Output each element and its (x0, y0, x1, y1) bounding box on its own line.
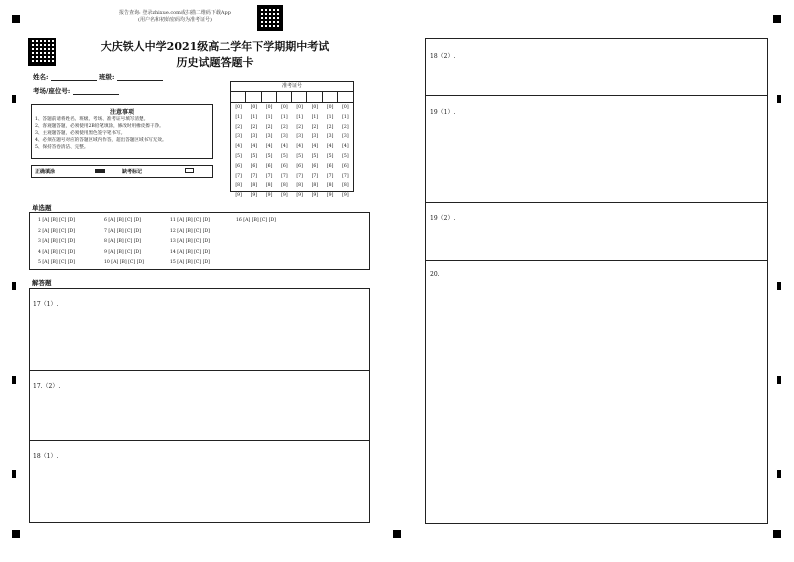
exam-id-bubble[interactable]: [8] (281, 183, 288, 189)
corner-mark-br (773, 530, 781, 538)
exam-id-bubble[interactable]: [6] (311, 163, 319, 169)
question-17-2-label: 17.（2）. (33, 383, 61, 390)
exam-id-bubble[interactable]: [3] (342, 134, 349, 140)
exam-id-bubble[interactable]: [4] (326, 144, 334, 150)
exam-id-bubble[interactable]: [6] (235, 163, 242, 169)
missing-mark-label: 缺考标记 (122, 169, 143, 175)
exam-id-bubble[interactable]: [6] (296, 163, 303, 169)
title-line2: 历史试题答题卡 (176, 56, 254, 69)
exam-id-bubble[interactable]: [9] (235, 193, 242, 199)
exam-id-bubble[interactable]: [7] (281, 173, 288, 179)
exam-id-bubble[interactable]: [2] (296, 124, 303, 130)
exam-id-bubble[interactable]: [8] (296, 183, 303, 189)
exam-id-bubble[interactable]: [5] (296, 153, 303, 159)
mcq-heading: 单选题 (32, 204, 52, 212)
exam-id-bubble[interactable]: [9] (311, 193, 319, 199)
notice-item: 4、必须在题号对应的答题区域内作答，超出答题区域书写无效。 (35, 138, 167, 143)
mcq-question[interactable] (236, 227, 302, 238)
exam-id-heading: 准考证号 (231, 82, 353, 92)
exam-id-bubble[interactable]: [6] (265, 163, 273, 169)
answer-area-19-2[interactable] (426, 203, 767, 261)
exam-id-bubble[interactable]: [1] (235, 114, 242, 120)
correct-fill-label: 正确填涂 (35, 169, 56, 175)
mcq-rows (38, 216, 369, 269)
corner-mark-bl (12, 530, 20, 538)
exam-id-bubble[interactable]: [9] (326, 193, 334, 199)
mcq-row (38, 216, 369, 227)
timing-mark (777, 470, 781, 478)
exam-id-bubble[interactable]: [9] (250, 193, 258, 199)
room-label: 考场/座位号: (33, 87, 71, 95)
notice-item: 1、答题前请将姓名、班级、考场、准考证号填写清楚。 (35, 117, 149, 122)
name-class-row (33, 72, 163, 81)
exam-id-bubble[interactable]: [2] (311, 124, 319, 130)
exam-id-bubble[interactable]: [1] (265, 114, 273, 120)
corner-mark-tl (12, 15, 20, 23)
class-label: 班级: (98, 73, 115, 81)
exam-id-bubble[interactable]: [3] (250, 134, 258, 140)
mcq-question[interactable]: 15 [A] [B] [C] [D] (170, 260, 210, 265)
exam-id-bubble[interactable]: [3] (311, 134, 319, 140)
mcq-question[interactable]: 14 [A] [B] [C] [D] (170, 249, 210, 255)
exam-id-bubble-grid[interactable] (231, 103, 353, 201)
notice-item: 3、主观题答题，必须使用黑色签字笔书写。 (35, 131, 126, 136)
corner-mark-tr (773, 15, 781, 23)
exam-id-bubble[interactable]: [0] (326, 105, 334, 110)
exam-id-bubble[interactable]: [7] (296, 173, 303, 179)
notice-item: 5、保持答卷清洁、完整。 (35, 145, 89, 150)
essay-area-left (29, 288, 370, 523)
qr-code-download (257, 5, 283, 31)
exam-id-bubble[interactable]: [3] (265, 134, 273, 140)
report-notice-line2: (用户名和初始密码均为准考证号) (138, 17, 212, 23)
answer-area-19-1[interactable] (426, 96, 767, 203)
room-field[interactable] (73, 87, 119, 95)
exam-id-bubble[interactable]: [7] (342, 173, 349, 179)
exam-id-bubble[interactable]: [3] (296, 134, 303, 140)
exam-id-write-row (231, 92, 353, 103)
exam-id-bubble[interactable]: [5] (326, 153, 334, 159)
exam-id-bubble[interactable]: [9] (342, 193, 349, 199)
timing-mark (12, 282, 16, 290)
name-label: 姓名: (33, 73, 49, 81)
exam-id-bubble[interactable]: [1] (281, 114, 288, 120)
mcq-row (38, 258, 369, 269)
timing-mark (777, 95, 781, 103)
exam-id-bubble[interactable]: [9] (296, 193, 303, 199)
exam-id-bubble[interactable]: [2] (342, 124, 349, 130)
exam-id-bubble[interactable]: [8] (311, 183, 319, 189)
essay-area-right (425, 38, 768, 524)
mcq-box (29, 212, 370, 270)
exam-id-bubble[interactable]: [7] (326, 173, 334, 179)
title-line1: 大庆铁人中学2021级高二学年下学期期中考试 (100, 40, 330, 53)
mcq-question[interactable]: 10 [A] [B] [C] [D] (104, 260, 144, 265)
mcq-question[interactable]: 16 [A] [B] [C] [D] (236, 218, 276, 223)
exam-id-bubble[interactable]: [0] (250, 105, 258, 110)
exam-id-bubble[interactable]: [8] (250, 183, 258, 189)
timing-mark (12, 376, 16, 384)
exam-id-bubble[interactable]: [0] (342, 105, 349, 110)
answer-area-17-1[interactable] (30, 289, 369, 371)
exam-id-bubble[interactable]: [6] (342, 163, 349, 169)
question-19-1-label: 19（1）. (430, 109, 456, 116)
notice-heading: 注意事项 (109, 109, 134, 116)
exam-id-bubble[interactable]: [3] (235, 134, 242, 140)
exam-id-bubble[interactable]: [0] (311, 105, 319, 110)
mcq-question[interactable]: 5 [A] [B] [C] [D] (38, 260, 75, 265)
name-field[interactable] (51, 73, 97, 81)
mcq-question[interactable]: 11 [A] [B] [C] [D] (170, 218, 210, 223)
exam-id-bubble[interactable]: [5] (265, 153, 273, 159)
exam-id-bubble[interactable]: [5] (250, 153, 258, 159)
exam-id-box (230, 81, 354, 199)
question-18-2-label: 18（2）. (430, 53, 456, 60)
mcq-question[interactable]: 7 [A] [B] [C] [D] (104, 228, 141, 234)
exam-id-bubble[interactable]: [8] (326, 183, 334, 189)
exam-id-bubble[interactable]: [0] (265, 105, 273, 110)
exam-id-bubble[interactable]: [9] (281, 193, 288, 199)
exam-id-bubble[interactable]: [5] (281, 153, 288, 159)
question-17-1-label: 17（1）. (33, 301, 59, 308)
mcq-question[interactable]: 3 [A] [B] [C] [D] (38, 239, 75, 244)
exam-id-bubble[interactable]: [6] (250, 163, 258, 169)
exam-id-bubble[interactable]: [0] (296, 105, 303, 110)
exam-id-bubble[interactable]: [2] (265, 124, 273, 130)
exam-id-bubble[interactable]: [7] (265, 173, 273, 179)
exam-id-bubble[interactable]: [0] (281, 105, 288, 110)
exam-id-bubble[interactable]: [8] (342, 183, 349, 189)
room-row (33, 86, 119, 95)
report-notice (100, 10, 250, 24)
answer-area-18-1[interactable] (30, 441, 369, 523)
exam-id-bubble[interactable]: [6] (326, 163, 334, 169)
exam-id-bubble[interactable]: [1] (342, 114, 349, 120)
mcq-question[interactable]: 2 [A] [B] [C] [D] (38, 228, 75, 234)
mcq-question[interactable]: 4 [A] [B] [C] [D] (38, 249, 75, 255)
correct-fill-sample (95, 169, 105, 173)
mcq-row (38, 248, 369, 259)
exam-id-bubble[interactable]: [9] (265, 193, 273, 199)
timing-mark (777, 376, 781, 384)
mcq-question[interactable]: 9 [A] [B] [C] [D] (104, 249, 141, 255)
exam-id-bubble[interactable]: [4] (235, 144, 242, 150)
mcq-question[interactable]: 13 [A] [B] [C] [D] (170, 239, 210, 244)
exam-id-bubble[interactable]: [2] (235, 124, 242, 130)
answer-area-20[interactable] (426, 261, 767, 523)
essay-heading: 解答题 (32, 279, 52, 287)
exam-id-bubble[interactable]: [3] (326, 134, 334, 140)
mcq-question[interactable]: 12 [A] [B] [C] [D] (170, 228, 210, 234)
mcq-question[interactable] (236, 237, 302, 248)
exam-id-bubble[interactable]: [0] (235, 105, 242, 110)
qr-code-sheet (28, 38, 56, 66)
exam-id-bubble[interactable]: [4] (281, 144, 288, 150)
exam-id-bubble[interactable]: [1] (311, 114, 319, 120)
mcq-question[interactable]: 6 [A] [B] [C] [D] (104, 218, 141, 223)
page-title (80, 38, 350, 70)
exam-id-bubble[interactable]: [7] (235, 173, 242, 179)
exam-id-bubble[interactable]: [5] (311, 153, 319, 159)
exam-id-bubble[interactable]: [4] (265, 144, 273, 150)
exam-id-bubble[interactable]: [6] (281, 163, 288, 169)
fill-example-box (31, 165, 213, 178)
exam-id-bubble[interactable]: [4] (250, 144, 258, 150)
mcq-question[interactable]: 1 [A] [B] [C] [D] (38, 218, 75, 223)
mcq-question[interactable] (236, 258, 302, 269)
missing-mark-box[interactable] (185, 168, 194, 173)
exam-id-bubble[interactable]: [7] (250, 173, 258, 179)
exam-id-bubble[interactable]: [4] (311, 144, 319, 150)
exam-id-bubble[interactable]: [8] (265, 183, 273, 189)
exam-id-bubble[interactable]: [1] (296, 114, 303, 120)
question-18-1-label: 18（1）. (33, 453, 59, 460)
exam-id-bubble[interactable]: [1] (326, 114, 334, 120)
exam-id-bubble[interactable]: [1] (250, 114, 258, 120)
notice-box (31, 104, 213, 159)
answer-area-18-2[interactable] (426, 39, 767, 96)
timing-mark (12, 470, 16, 478)
timing-mark (777, 282, 781, 290)
exam-id-bubble[interactable]: [2] (281, 124, 288, 130)
exam-id-bubble[interactable]: [8] (235, 183, 242, 189)
exam-id-bubble[interactable]: [4] (296, 144, 303, 150)
exam-id-bubble[interactable]: [7] (311, 173, 319, 179)
exam-id-bubble[interactable]: [5] (342, 153, 349, 159)
exam-id-bubble[interactable]: [5] (235, 153, 242, 159)
mcq-row (38, 237, 369, 248)
question-19-2-label: 19（2）. (430, 215, 456, 222)
exam-id-bubble[interactable]: [4] (342, 144, 349, 150)
notice-item: 2、客观题答题，必须使用2B铅笔填涂，修改时用橡皮擦干净。 (35, 124, 164, 129)
exam-id-bubble[interactable]: [3] (281, 134, 288, 140)
mcq-row (38, 227, 369, 238)
class-field[interactable] (117, 73, 163, 81)
timing-mark (12, 95, 16, 103)
answer-area-17-2[interactable] (30, 371, 369, 441)
exam-id-bubble[interactable]: [2] (250, 124, 258, 130)
question-20-label: 20. (430, 271, 440, 278)
corner-mark-bm (393, 530, 401, 538)
report-notice-line1: 报告查询: 登录zhixue.com或扫描二维码下载App (119, 10, 231, 16)
mcq-question[interactable] (236, 248, 302, 259)
mcq-question[interactable]: 8 [A] [B] [C] [D] (104, 239, 141, 244)
exam-id-bubble[interactable]: [2] (326, 124, 334, 130)
